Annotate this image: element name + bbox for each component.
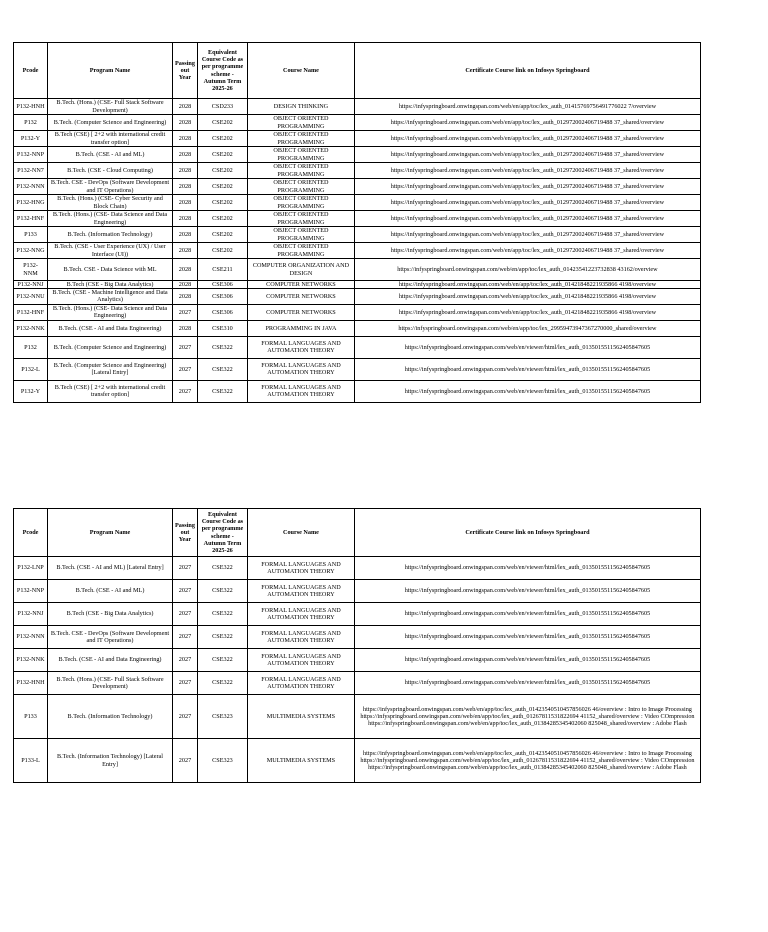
course-table-1	[13, 42, 701, 403]
course-table-2	[13, 508, 701, 783]
course-code-cell: CSE323	[197, 739, 247, 783]
certificate-link-cell[interactable]: https://infyspringboard.onwingspan.com/web/en/app/toc/lex_auth_01415769756491776022 7/overview	[354, 99, 700, 115]
pcode-cell: P132-NNJ	[14, 281, 48, 289]
course-code-cell: CSE322	[197, 603, 247, 626]
course-code-cell: CSE202	[197, 115, 247, 131]
certificate-link-cell[interactable]: https://infyspringboard.onwingspan.com/web/en/viewer/html/lex_auth_0135015511562405847605	[354, 672, 700, 695]
pcode-cell: P132-HNG	[14, 195, 48, 211]
certificate-link-cell[interactable]: https://infyspringboard.onwingspan.com/web/en/app/toc/lex_auth_012972002406719488 37_shared/overview	[354, 131, 700, 147]
header-passing-out-year: Passing out Year	[173, 43, 198, 99]
course-code-cell: CSE202	[197, 131, 247, 147]
program-name-cell: B.Tech. (CSE - AI and Data Engineering)	[48, 649, 173, 672]
table-2-body	[14, 557, 701, 783]
certificate-link-cell[interactable]: https://infyspringboard.onwingspan.com/web/en/viewer/html/lex_auth_0135015511562405847605	[354, 580, 700, 603]
certificate-link-cell[interactable]: https://infyspringboard.onwingspan.com/web/en/app/toc/lex_auth_012972002406719488 37_shared/overview	[354, 211, 700, 227]
pcode-cell: P132-NNJ	[14, 603, 48, 626]
course-code-cell: CSE306	[197, 281, 247, 289]
program-name-cell: B.Tech. (Computer Science and Engineering)	[48, 336, 173, 358]
table-row	[14, 672, 701, 695]
course-name-cell: OBJECT ORIENTED PROGRAMMING	[247, 227, 354, 243]
passing-year-cell: 2028	[173, 211, 198, 227]
certificate-link-cell[interactable]: https://infyspringboard.onwingspan.com/web/en/app/toc/lex_auth_01421848221935866 4198/overview	[354, 289, 700, 304]
table-header-row	[14, 43, 701, 99]
header-pcode: Pcode	[14, 509, 48, 557]
course-name-cell: OBJECT ORIENTED PROGRAMMING	[247, 115, 354, 131]
header-course-code: Equivalent Course Code as per programme scheme - Autumn Term 2025-26	[197, 509, 247, 557]
course-name-cell: COMPUTER ORGANIZATION AND DESIGN	[247, 259, 354, 281]
course-code-cell: CSE322	[197, 380, 247, 402]
table-row	[14, 147, 701, 163]
table-row	[14, 281, 701, 289]
pcode-cell: P132-HNF	[14, 304, 48, 320]
passing-year-cell: 2028	[173, 289, 198, 304]
table-row	[14, 358, 701, 380]
course-code-cell: CSE202	[197, 179, 247, 195]
program-name-cell: B.Tech. (CSE - AI and ML)	[48, 147, 173, 163]
certificate-link-cell[interactable]: https://infyspringboard.onwingspan.com/web/en/app/toc/lex_auth_012972002406719488 37_shared/overview	[354, 163, 700, 179]
table-row	[14, 115, 701, 131]
pcode-cell: P133	[14, 695, 48, 739]
course-name-cell: FORMAL LANGUAGES AND AUTOMATION THEORY	[247, 580, 354, 603]
course-code-cell: CSE322	[197, 649, 247, 672]
header-program-name: Program Name	[48, 509, 173, 557]
pcode-cell: P132-NNP	[14, 147, 48, 163]
table-row	[14, 131, 701, 147]
course-name-cell: FORMAL LANGUAGES AND AUTOMATION THEORY	[247, 649, 354, 672]
table-row	[14, 227, 701, 243]
course-name-cell: FORMAL LANGUAGES AND AUTOMATION THEORY	[247, 358, 354, 380]
pcode-cell: P132	[14, 115, 48, 131]
certificate-link-cell[interactable]: https://infyspringboard.onwingspan.com/web/en/app/toc/lex_auth_01421848221935866 4198/overview	[354, 281, 700, 289]
passing-year-cell: 2027	[173, 649, 198, 672]
header-certificate-link: Certificate Course link on Infosys Springboard	[354, 43, 700, 99]
table-row	[14, 695, 701, 739]
course-name-cell: DESIGN THINKING	[247, 99, 354, 115]
certificate-link-cell[interactable]: https://infyspringboard.onwingspan.com/web/en/app/toc/lex_auth_012972002406719488 37_shared/overview	[354, 243, 700, 259]
header-course-name: Course Name	[247, 509, 354, 557]
passing-year-cell: 2027	[173, 336, 198, 358]
pcode-cell: P132-HNF	[14, 211, 48, 227]
program-name-cell: B.Tech (CSE) [ 2+2 with international credit transfer option]	[48, 131, 173, 147]
course-code-cell: CSE202	[197, 147, 247, 163]
pcode-cell: P132-Y	[14, 380, 48, 402]
pcode-cell: P133	[14, 227, 48, 243]
course-code-cell: CSE323	[197, 695, 247, 739]
table-row	[14, 179, 701, 195]
table-row	[14, 99, 701, 115]
table-row	[14, 380, 701, 402]
program-name-cell: B.Tech. (CSE - AI and Data Engineering)	[48, 320, 173, 336]
pcode-cell: P132-LNP	[14, 557, 48, 580]
passing-year-cell: 2028	[173, 131, 198, 147]
course-name-cell: OBJECT ORIENTED PROGRAMMING	[247, 147, 354, 163]
header-pcode: Pcode	[14, 43, 48, 99]
course-name-cell: OBJECT ORIENTED PROGRAMMING	[247, 179, 354, 195]
certificate-link-cell[interactable]: https://infyspringboard.onwingspan.com/web/en/viewer/html/lex_auth_0135015511562405847605	[354, 336, 700, 358]
passing-year-cell: 2028	[173, 281, 198, 289]
program-name-cell: B.Tech (CSE) [ 2+2 with international credit transfer option]	[48, 380, 173, 402]
program-name-cell: B.Tech. (Hons.) (CSE- Full Stack Software Development)	[48, 99, 173, 115]
program-name-cell: B.Tech. (CSE - User Experience (UX) / User Interface (UI))	[48, 243, 173, 259]
certificate-link-cell[interactable]: https://infyspringboard.onwingspan.com/web/en/app/toc/lex_auth_012972002406719488 37_shared/overview	[354, 147, 700, 163]
passing-year-cell: 2028	[173, 320, 198, 336]
program-name-cell: B.Tech. (Information Technology)	[48, 227, 173, 243]
passing-year-cell: 2028	[173, 179, 198, 195]
table-header-row	[14, 509, 701, 557]
table-row	[14, 304, 701, 320]
pcode-cell: P132-NNP	[14, 580, 48, 603]
pcode-cell: P132-Y	[14, 131, 48, 147]
course-name-cell: COMPUTER NETWORKS	[247, 281, 354, 289]
table-row	[14, 557, 701, 580]
program-name-cell: B.Tech. (Information Technology) [Lateral Entry]	[48, 739, 173, 783]
passing-year-cell: 2027	[173, 695, 198, 739]
table-row	[14, 195, 701, 211]
header-certificate-link: Certificate Course link on Infosys Springboard	[354, 509, 700, 557]
table-row	[14, 580, 701, 603]
certificate-link-cell[interactable]: https://infyspringboard.onwingspan.com/web/en/app/toc/lex_auth_012972002406719488 37_shared/overview	[354, 195, 700, 211]
certificate-link-cell[interactable]: https://infyspringboard.onwingspan.com/web/en/viewer/html/lex_auth_0135015511562405847605	[354, 626, 700, 649]
header-program-name: Program Name	[48, 43, 173, 99]
course-code-cell: CSE202	[197, 195, 247, 211]
pcode-cell: P132	[14, 336, 48, 358]
certificate-link-cell[interactable]: https://infyspringboard.onwingspan.com/web/en/viewer/html/lex_auth_0135015511562405847605	[354, 380, 700, 402]
certificate-link-cell[interactable]: https://infyspringboard.onwingspan.com/web/en/viewer/html/lex_auth_0135015511562405847605	[354, 603, 700, 626]
program-name-cell: B.Tech. CSE - DevOps (Software Development and IT Operations)	[48, 179, 173, 195]
table-row	[14, 626, 701, 649]
course-name-cell: FORMAL LANGUAGES AND AUTOMATION THEORY	[247, 380, 354, 402]
passing-year-cell: 2028	[173, 259, 198, 281]
header-passing-out-year: Passing out Year	[173, 509, 198, 557]
table-row	[14, 603, 701, 626]
certificate-link-cell[interactable]: https://infyspringboard.onwingspan.com/web/en/app/toc/lex_auth_01423540510457856026 46/overview : Intro to Image Processing https://infyspringboard.onwingspan.com/web/en/app/toc/lex_auth_01267811531822694 41152_shared/overview : Video COmpression https://infyspringboard.onwingspan.com/web/en/app/toc/lex_auth_01384285345402060 825048_shared/overview : Adobe Flash	[354, 695, 700, 739]
certificate-link-cell[interactable]: https://infyspringboard.onwingspan.com/web/en/app/toc/lex_auth_012972002406719488 37_shared/overview	[354, 227, 700, 243]
header-course-name: Course Name	[247, 43, 354, 99]
passing-year-cell: 2027	[173, 672, 198, 695]
course-code-cell: CSE322	[197, 672, 247, 695]
passing-year-cell: 2027	[173, 358, 198, 380]
pcode-cell: P132-HNH	[14, 672, 48, 695]
course-name-cell: MULTIMEDIA SYSTEMS	[247, 695, 354, 739]
passing-year-cell: 2028	[173, 99, 198, 115]
certificate-link-cell[interactable]: https://infyspringboard.onwingspan.com/web/en/app/toc/lex_auth_012972002406719488 37_shared/overview	[354, 115, 700, 131]
pcode-cell: P132-L	[14, 358, 48, 380]
course-name-cell: FORMAL LANGUAGES AND AUTOMATION THEORY	[247, 336, 354, 358]
course-code-cell: CSD233	[197, 99, 247, 115]
program-name-cell: B.Tech (CSE - Big Data Analytics)	[48, 603, 173, 626]
course-code-cell: CSE322	[197, 580, 247, 603]
passing-year-cell: 2028	[173, 243, 198, 259]
passing-year-cell: 2027	[173, 580, 198, 603]
header-course-code: Equivalent Course Code as per programme scheme - Autumn Term 2025-26	[197, 43, 247, 99]
pcode-cell: P132-NNK	[14, 649, 48, 672]
certificate-link-cell[interactable]: https://infyspringboard.onwingspan.com/web/en/viewer/html/lex_auth_0135015511562405847605	[354, 358, 700, 380]
course-name-cell: COMPUTER NETWORKS	[247, 304, 354, 320]
course-name-cell: COMPUTER NETWORKS	[247, 289, 354, 304]
passing-year-cell: 2028	[173, 147, 198, 163]
course-code-cell: CSE322	[197, 626, 247, 649]
certificate-link-cell[interactable]: https://infyspringboard.onwingspan.com/web/en/app/toc/lex_auth_01423541223732838 43162/overview	[354, 259, 700, 281]
program-name-cell: B.Tech. (Computer Science and Engineering) [Lateral Entry]	[48, 358, 173, 380]
program-name-cell: B.Tech. (Hons.) (CSE- Cyber Security and Block Chain)	[48, 195, 173, 211]
course-code-cell: CSE211	[197, 259, 247, 281]
course-name-cell: PROGRAMMING IN JAVA	[247, 320, 354, 336]
passing-year-cell: 2027	[173, 739, 198, 783]
certificate-link-cell[interactable]: https://infyspringboard.onwingspan.com/web/en/app/toc/lex_29959473947367270000_shared/overview	[354, 320, 700, 336]
course-name-cell: FORMAL LANGUAGES AND AUTOMATION THEORY	[247, 626, 354, 649]
passing-year-cell: 2028	[173, 163, 198, 179]
passing-year-cell: 2028	[173, 195, 198, 211]
course-name-cell: FORMAL LANGUAGES AND AUTOMATION THEORY	[247, 672, 354, 695]
program-name-cell: B.Tech. (CSE - Cloud Computing)	[48, 163, 173, 179]
table-row	[14, 739, 701, 783]
course-code-cell: CSE306	[197, 304, 247, 320]
course-code-cell: CSE322	[197, 358, 247, 380]
certificate-link-cell[interactable]: https://infyspringboard.onwingspan.com/web/en/viewer/html/lex_auth_0135015511562405847605	[354, 649, 700, 672]
program-name-cell: B.Tech. CSE - Data Science with ML	[48, 259, 173, 281]
course-code-cell: CSE322	[197, 557, 247, 580]
passing-year-cell: 2028	[173, 227, 198, 243]
course-name-cell: OBJECT ORIENTED PROGRAMMING	[247, 195, 354, 211]
course-code-cell: CSE322	[197, 336, 247, 358]
certificate-link-cell[interactable]: https://infyspringboard.onwingspan.com/web/en/app/toc/lex_auth_01423540510457856026 46/overview : Intro to Image Processing https://infyspringboard.onwingspan.com/web/en/app/toc/lex_auth_01267811531822694 41152_shared/overview : Video COmpression https://infyspringboard.onwingspan.com/web/en/app/toc/lex_auth_01384285345402060 825048_shared/overview : Adobe Flash	[354, 739, 700, 783]
program-name-cell: B.Tech. (Hons.) (CSE- Full Stack Software Development)	[48, 672, 173, 695]
program-name-cell: B.Tech. (Computer Science and Engineering)	[48, 115, 173, 131]
program-name-cell: B.Tech. (Hons.) (CSE- Data Science and Data Engineering)	[48, 211, 173, 227]
table-row	[14, 336, 701, 358]
table-row	[14, 163, 701, 179]
table-row	[14, 243, 701, 259]
passing-year-cell: 2027	[173, 626, 198, 649]
course-name-cell: FORMAL LANGUAGES AND AUTOMATION THEORY	[247, 603, 354, 626]
course-code-cell: CSE202	[197, 211, 247, 227]
pcode-cell: P132-NNN	[14, 626, 48, 649]
program-name-cell: B.Tech (CSE - Big Data Analytics)	[48, 281, 173, 289]
passing-year-cell: 2027	[173, 380, 198, 402]
course-code-cell: CSE306	[197, 289, 247, 304]
course-name-cell: FORMAL LANGUAGES AND AUTOMATION THEORY	[247, 557, 354, 580]
course-name-cell: OBJECT ORIENTED PROGRAMMING	[247, 211, 354, 227]
passing-year-cell: 2027	[173, 304, 198, 320]
program-name-cell: B.Tech. (Hons.) (CSE- Data Science and Data Engineering)	[48, 304, 173, 320]
pcode-cell: P132-NNN	[14, 179, 48, 195]
program-name-cell: B.Tech. (CSE - AI and ML)	[48, 580, 173, 603]
table-row	[14, 211, 701, 227]
program-name-cell: B.Tech. (CSE - AI and ML) [Lateral Entry]	[48, 557, 173, 580]
pcode-cell: P132-HNH	[14, 99, 48, 115]
table-row	[14, 289, 701, 304]
pcode-cell: P132-NNM	[14, 259, 48, 281]
program-name-cell: B.Tech. (CSE - Machine Intelligence and Data Analytics)	[48, 289, 173, 304]
certificate-link-cell[interactable]: https://infyspringboard.onwingspan.com/web/en/app/toc/lex_auth_012972002406719488 37_shared/overview	[354, 179, 700, 195]
course-name-cell: MULTIMEDIA SYSTEMS	[247, 739, 354, 783]
table-row	[14, 649, 701, 672]
passing-year-cell: 2027	[173, 557, 198, 580]
pcode-cell: P132-NNG	[14, 243, 48, 259]
table-row	[14, 320, 701, 336]
course-code-cell: CSE310	[197, 320, 247, 336]
pcode-cell: P132-NN7	[14, 163, 48, 179]
table-row	[14, 259, 701, 281]
course-name-cell: OBJECT ORIENTED PROGRAMMING	[247, 163, 354, 179]
course-code-cell: CSE202	[197, 227, 247, 243]
pcode-cell: P132-NNK	[14, 320, 48, 336]
course-code-cell: CSE202	[197, 163, 247, 179]
certificate-link-cell[interactable]: https://infyspringboard.onwingspan.com/web/en/viewer/html/lex_auth_0135015511562405847605	[354, 557, 700, 580]
pcode-cell: P133-L	[14, 739, 48, 783]
certificate-link-cell[interactable]: https://infyspringboard.onwingspan.com/web/en/app/toc/lex_auth_01421848221935866 4198/overview	[354, 304, 700, 320]
course-code-cell: CSE202	[197, 243, 247, 259]
pcode-cell: P132-NNU	[14, 289, 48, 304]
passing-year-cell: 2028	[173, 115, 198, 131]
course-name-cell: OBJECT ORIENTED PROGRAMMING	[247, 243, 354, 259]
passing-year-cell: 2027	[173, 603, 198, 626]
program-name-cell: B.Tech. CSE - DevOps (Software Development and IT Operations)	[48, 626, 173, 649]
program-name-cell: B.Tech. (Information Technology)	[48, 695, 173, 739]
table-1-body	[14, 99, 701, 403]
course-name-cell: OBJECT ORIENTED PROGRAMMING	[247, 131, 354, 147]
